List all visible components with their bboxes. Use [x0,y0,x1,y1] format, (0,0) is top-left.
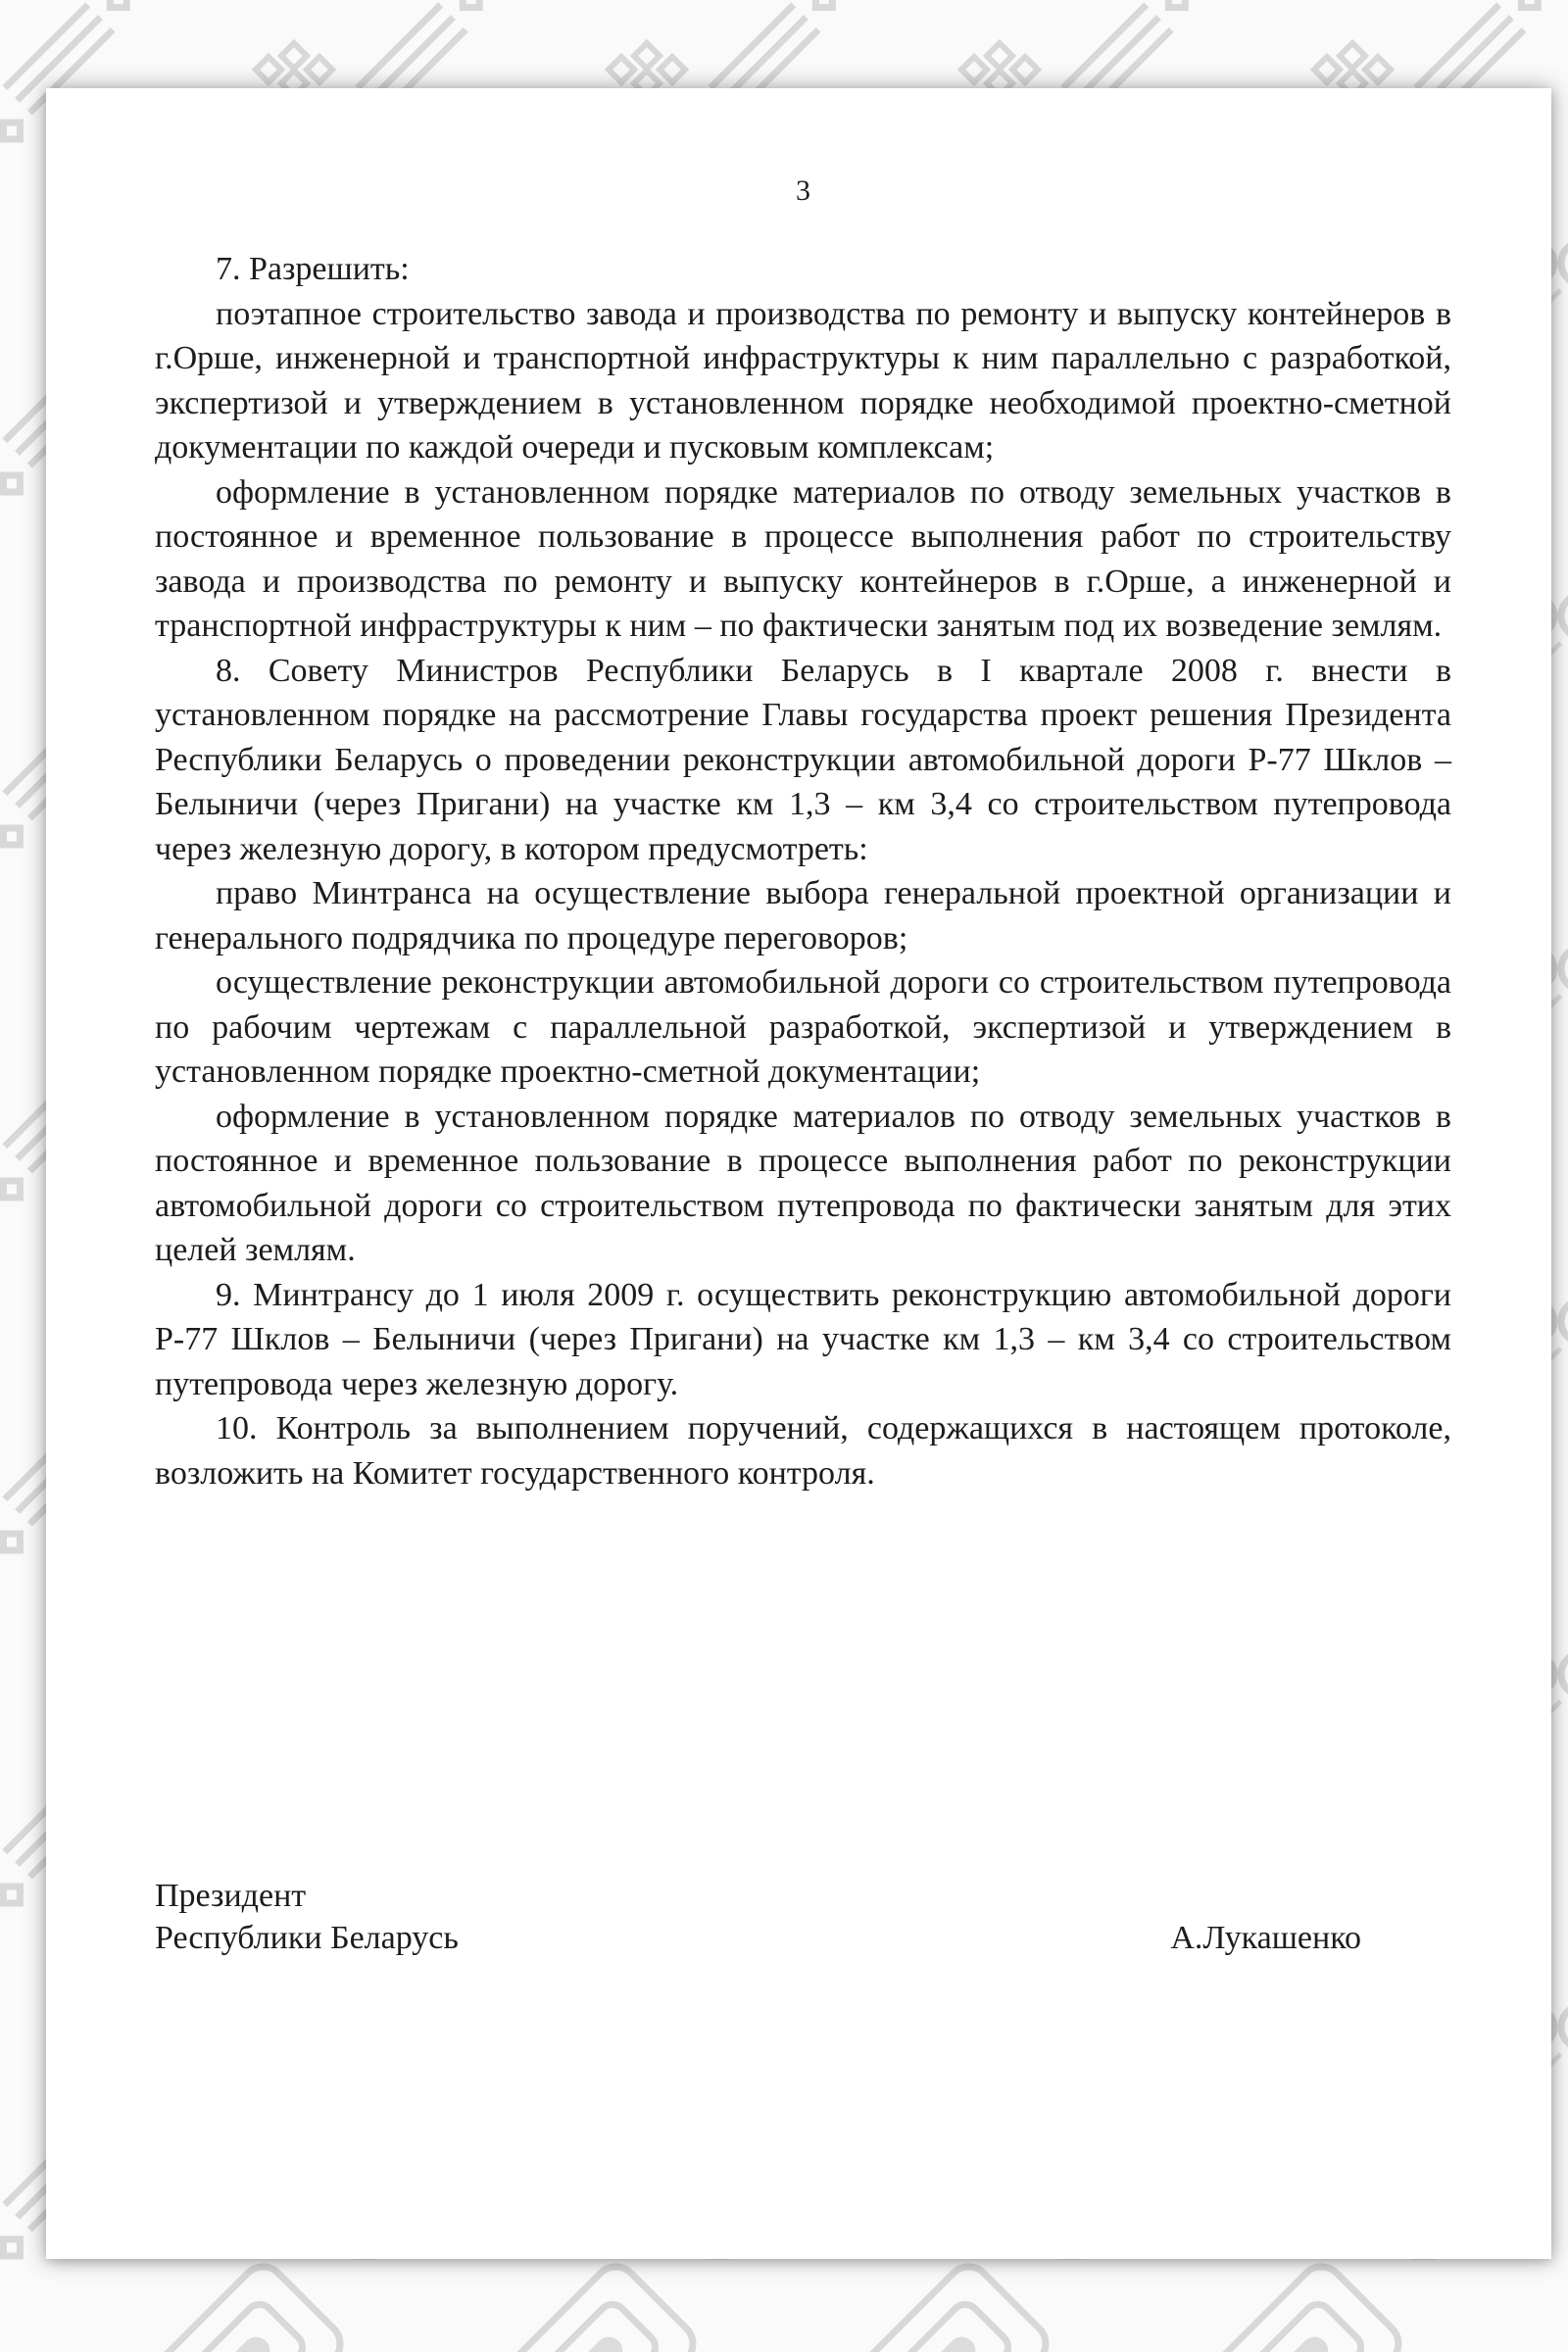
paragraph-7-heading: 7. Разрешить: [216,251,410,287]
paragraph-8-item-1: право Минтранса на осуществление выбора генеральной проектной организации и генерального подрядчика по процедуре переговоров; [155,875,1451,956]
paragraph-7-item-2: оформление в установленном порядке материалов по отводу земельных участков в постоянное и временное пользование в процессе выполнения работ по строительству завода и производства по ремонту и выпуску контейнеров в г.Орше, а инженерной и транспортной инфраструктуры к ним – по фактически занятым под их возведение землям. [155,473,1451,644]
signature-name: А.Лукашенко [1170,1920,1361,1956]
paragraph-8: 8. Совету Министров Республики Беларусь в I квартале 2008 г. внести в установленном порядке на рассмотрение Главы государства проект решения Президента Республики Беларусь о проведении реконструкции автомобильной дороги Р-77 Шклов – Белыничи (через Пригани) на участке км 1,3 – км 3,4 со строительством путепровода через железную дорогу, в котором предусмотреть: [155,652,1451,867]
page-number: 3 [796,174,810,207]
page-content [155,88,1451,1495]
signature-title [155,1875,459,1959]
document-page [46,88,1551,2259]
document-body [155,247,1451,1495]
paragraph-9: 9. Минтрансу до 1 июля 2009 г. осуществить реконструкцию автомобильной дороги Р-77 Шклов – Белыничи (через Пригани) на участке км 1,3 – км 3,4 со строительством путепровода через железную дорогу. [155,1276,1451,1402]
paragraph-8-item-2: осуществление реконструкции автомобильной дороги со строительством путепровода по рабочим чертежам с параллельной разработкой, экспертизой и утверждением в установленном порядке проектно-сметной документации; [155,964,1451,1090]
paragraph-8-item-3: оформление в установленном порядке материалов по отводу земельных участков в постоянное и временное пользование в процессе выполнения работ по реконструкции автомобильной дороги со строительством путепровода по фактически занятым для этих целей землям. [155,1098,1451,1268]
signature-title-line-2: Республики Беларусь [155,1920,459,1956]
paragraph-10: 10. Контроль за выполнением поручений, содержащихся в настоящем протоколе, возложить на Комитет государственного контроля. [155,1410,1451,1492]
signature-block [155,1875,1451,1959]
paragraph-7-item-1: поэтапное строительство завода и производства по ремонту и выпуску контейнеров в г.Орше, инженерной и транспортной инфраструктуры к ним параллельно с разработкой, экспертизой и утверждением в установленном порядке необходимой проектно-сметной документации по каждой очереди и пусковым комплексам; [155,295,1451,466]
signature-title-line-1: Президент [155,1878,307,1914]
